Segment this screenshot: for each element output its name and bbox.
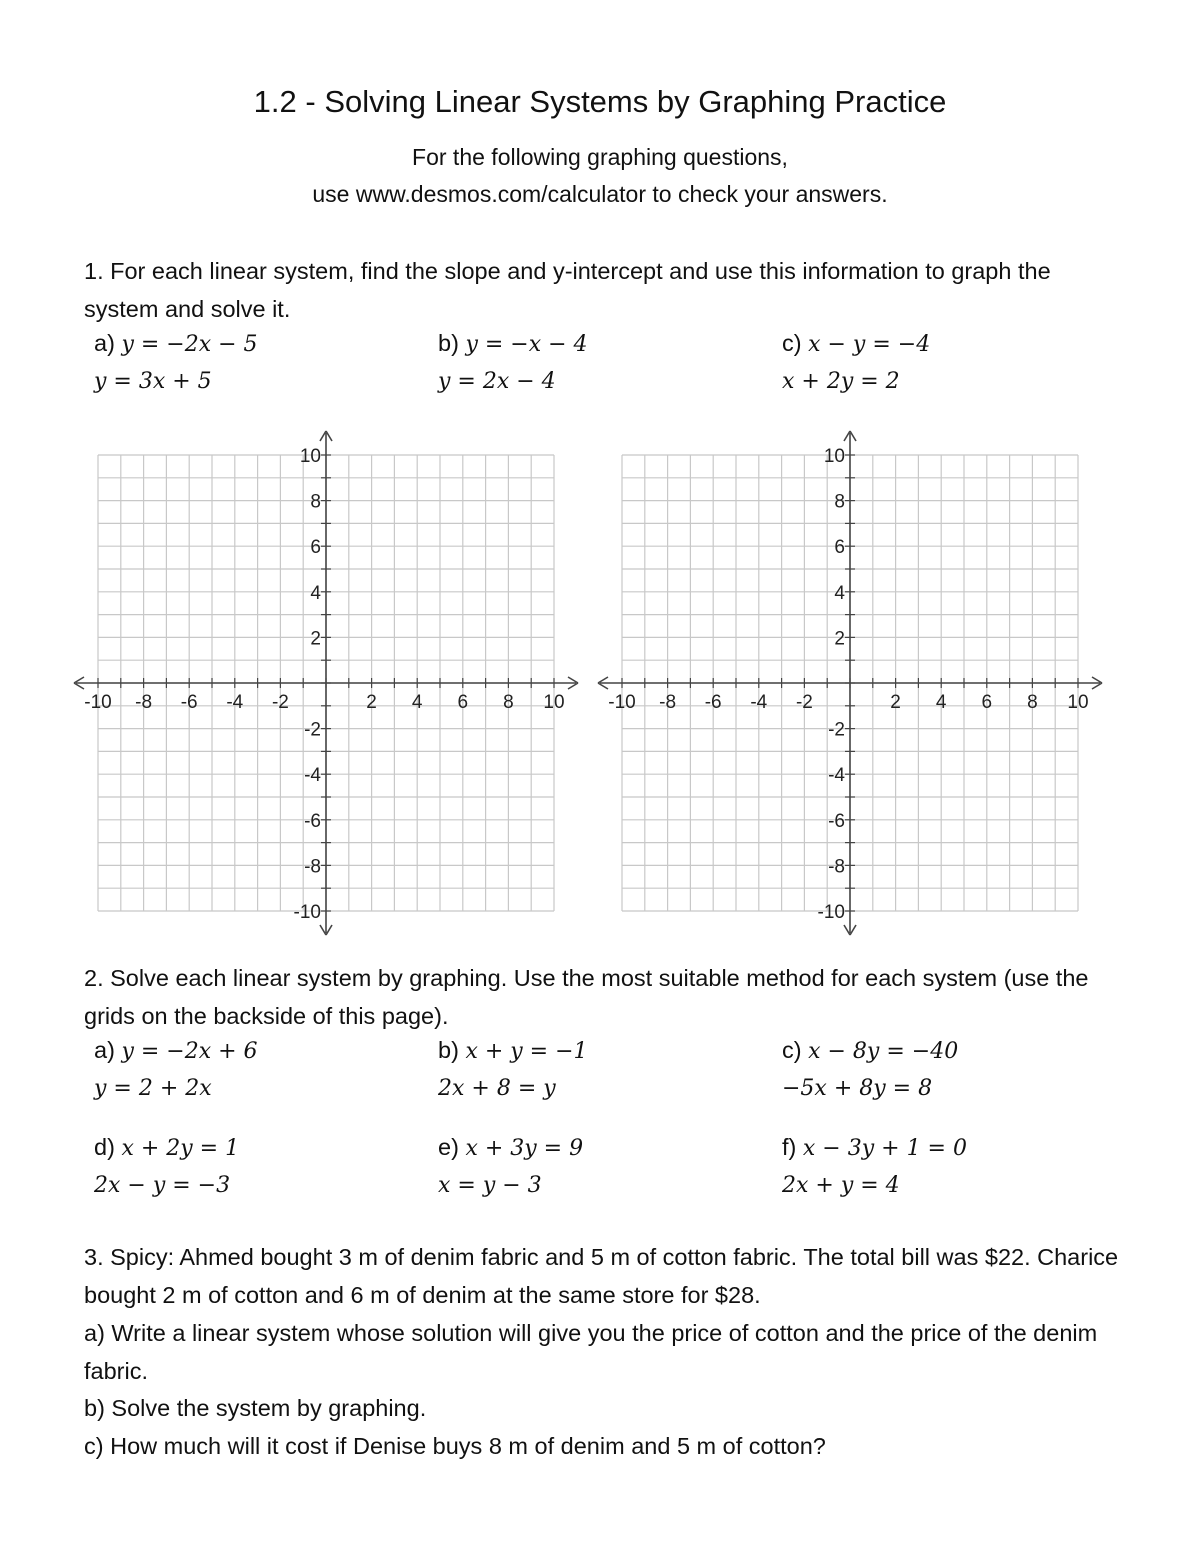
q2-part-e xyxy=(438,1134,583,1161)
x-tick-label: -2 xyxy=(795,692,813,713)
q2-part-a-eq2: y = 2 + 2x xyxy=(94,1076,212,1101)
y-tick-label: 10 xyxy=(823,446,845,467)
q2-part-d-label: d) xyxy=(94,1134,115,1160)
y-tick-label: 4 xyxy=(834,582,845,604)
q1-part-b-eq1: y = −x − 4 xyxy=(465,332,588,357)
question-2-text: 2. Solve each linear system by graphing. Use the most suitable method for each system (use the grids on the backside of this page). xyxy=(84,965,1089,1029)
q1-part-c-label: c) xyxy=(782,330,802,356)
y-tick-label: 8 xyxy=(834,491,845,513)
q2-part-f-eq1: x − 3y + 1 = 0 xyxy=(802,1136,967,1161)
y-tick-label: 6 xyxy=(834,537,845,559)
question-3-part-c: c) How much will it cost if Denise buys 8 m of denim and 5 m of cotton? xyxy=(84,1433,826,1459)
q2-part-b-eq1: x + y = −1 xyxy=(465,1039,588,1064)
x-tick-label: -4 xyxy=(226,692,244,713)
y-tick-label: -6 xyxy=(304,810,321,832)
q2-part-c-eq1: x − 8y = −40 xyxy=(808,1039,959,1064)
y-tick-label: -2 xyxy=(304,719,321,741)
q1-part-b xyxy=(438,330,588,357)
x-tick-label: 10 xyxy=(1067,692,1089,713)
intro-line-2: use www.desmos.com/calculator to check your answers. xyxy=(312,181,888,207)
x-tick-label: -10 xyxy=(608,692,636,713)
q2-part-c xyxy=(782,1037,958,1064)
x-tick-label: -2 xyxy=(271,692,289,713)
x-tick-label: 2 xyxy=(890,692,901,713)
x-tick-label: 2 xyxy=(366,692,377,713)
question-1-text: 1. For each linear system, find the slope and y-intercept and use this information to graph the system and solve it. xyxy=(84,258,1051,322)
q1-part-b-label: b) xyxy=(438,330,459,356)
q1-part-b-eq2: y = 2x − 4 xyxy=(438,369,556,394)
q2-part-a xyxy=(94,1037,258,1064)
q2-part-e-eq1: x + 3y = 9 xyxy=(465,1136,584,1161)
q2-part-b xyxy=(438,1037,588,1064)
q2-part-d-eq1: x + 2y = 1 xyxy=(121,1136,240,1161)
q2-part-e-eq2: x = y − 3 xyxy=(438,1173,542,1198)
q2-part-b-label: b) xyxy=(438,1037,459,1063)
q2-part-f xyxy=(782,1134,967,1161)
q1-part-a-eq1: y = −2x − 5 xyxy=(121,332,258,357)
coordinate-grid-right[interactable] xyxy=(594,428,1109,940)
q1-part-a-label: a) xyxy=(94,330,115,356)
x-tick-label: -6 xyxy=(180,692,198,713)
y-tick-label: -4 xyxy=(828,765,845,787)
q2-part-a-label: a) xyxy=(94,1037,115,1063)
q2-part-f-eq2: 2x + y = 4 xyxy=(782,1173,900,1198)
q2-part-c-label: c) xyxy=(782,1037,802,1063)
q1-part-a xyxy=(94,330,258,357)
question-3-part-a: a) Write a linear system whose solution will give you the price of cotton and the price of the denim fabric. xyxy=(84,1320,1098,1384)
q1-part-a-eq2: y = 3x + 5 xyxy=(94,369,212,394)
q2-part-f-label: f) xyxy=(782,1134,797,1160)
x-tick-label: -8 xyxy=(659,692,677,713)
y-tick-label: -6 xyxy=(828,810,845,832)
x-tick-label: 6 xyxy=(457,692,469,713)
y-tick-label: 2 xyxy=(310,628,321,650)
x-tick-label: -4 xyxy=(750,692,768,713)
x-tick-label: -10 xyxy=(84,692,112,713)
y-tick-label: -2 xyxy=(828,719,845,741)
y-tick-label: -8 xyxy=(304,856,321,878)
y-tick-label: 2 xyxy=(834,628,845,650)
y-tick-label: -4 xyxy=(304,765,321,787)
y-tick-label: 8 xyxy=(310,491,321,513)
q2-part-e-label: e) xyxy=(438,1134,459,1160)
q1-part-c xyxy=(782,330,930,357)
question-3-text: 3. Spicy: Ahmed bought 3 m of denim fabric and 5 m of cotton fabric. The total bill was $22. Charice bought 2 m of cotton and 6 m of denim at the same store for $28. xyxy=(84,1244,1119,1308)
q2-part-a-eq1: y = −2x + 6 xyxy=(121,1039,258,1064)
q1-part-c-eq1: x − y = −4 xyxy=(808,332,931,357)
x-tick-label: 8 xyxy=(503,692,514,713)
y-tick-label: 6 xyxy=(310,537,321,559)
q2-part-c-eq2: −5x + 8y = 8 xyxy=(782,1076,933,1101)
coordinate-grid-left[interactable] xyxy=(70,428,585,940)
question-3-part-b: b) Solve the system by graphing. xyxy=(84,1395,427,1421)
q2-part-d xyxy=(94,1134,239,1161)
y-tick-label: -10 xyxy=(817,902,845,923)
y-tick-label: -10 xyxy=(293,902,321,923)
y-tick-label: 4 xyxy=(310,582,321,604)
x-tick-label: 6 xyxy=(981,692,993,713)
x-tick-label: 4 xyxy=(411,692,423,713)
x-tick-label: 10 xyxy=(543,692,565,713)
x-tick-label: 8 xyxy=(1027,692,1038,713)
q2-part-b-eq2: 2x + 8 = y xyxy=(438,1076,556,1101)
y-tick-label: -8 xyxy=(828,856,845,878)
q2-part-d-eq2: 2x − y = −3 xyxy=(94,1173,231,1198)
y-tick-label: 10 xyxy=(299,446,321,467)
q1-part-c-eq2: x + 2y = 2 xyxy=(782,369,900,394)
x-tick-label: -8 xyxy=(135,692,153,713)
intro-line-1: For the following graphing questions, xyxy=(412,144,788,170)
x-tick-label: -6 xyxy=(704,692,722,713)
x-tick-label: 4 xyxy=(935,692,947,713)
page-title: 1.2 - Solving Linear Systems by Graphing Practice xyxy=(253,84,947,119)
